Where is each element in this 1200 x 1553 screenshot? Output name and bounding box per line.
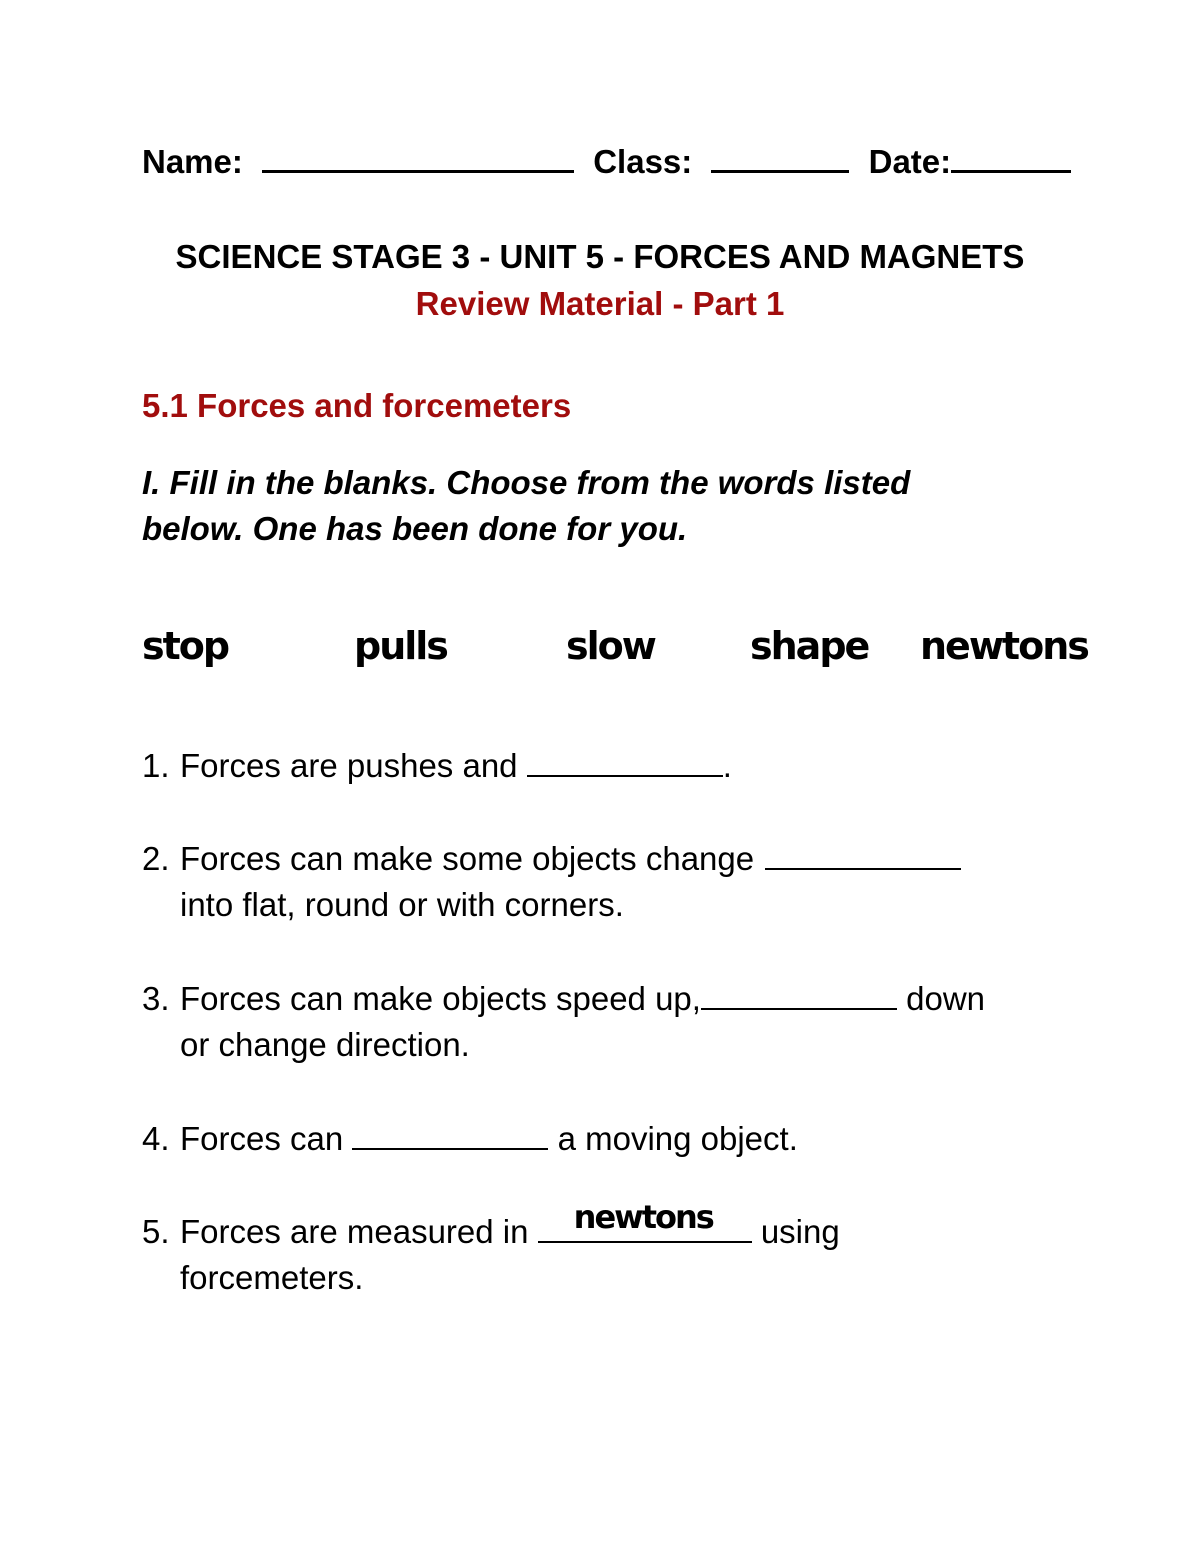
question-text: Forces are measured in	[180, 1213, 529, 1250]
class-blank	[711, 140, 849, 173]
worksheet-subtitle: Review Material - Part 1	[415, 285, 785, 322]
instruction-line-1: I. Fill in the blanks. Choose from the words listed	[142, 464, 911, 501]
example-answer: newtons	[573, 1198, 713, 1236]
answer-blank-filled[interactable]	[538, 1198, 752, 1243]
question-text: Forces can	[180, 1120, 344, 1157]
answer-blank[interactable]	[527, 745, 723, 777]
question-number: 2.	[142, 840, 170, 877]
answer-blank[interactable]	[352, 1118, 548, 1150]
question-text: Forces can make objects speed up,	[180, 980, 701, 1017]
word-bank	[142, 620, 1088, 680]
question-text: Forces can make some objects change	[180, 840, 755, 877]
worksheet-title: SCIENCE STAGE 3 - UNIT 5 - FORCES AND MAGNETS	[175, 238, 1025, 275]
question-2	[142, 836, 1062, 928]
question-text: Forces are pushes and	[180, 747, 518, 784]
student-info-line	[142, 140, 1054, 184]
date-blank	[951, 140, 1071, 173]
question-text: forcemeters.	[180, 1259, 364, 1296]
name-label: Name:	[142, 143, 243, 180]
question-text: or change direction.	[180, 1026, 470, 1063]
section-heading: 5.1 Forces and forcemeters	[142, 387, 572, 424]
answer-blank[interactable]	[765, 838, 961, 870]
question-text: down	[906, 980, 986, 1017]
question-number: 3.	[142, 980, 170, 1017]
question-3	[142, 976, 1062, 1068]
answer-blank[interactable]	[701, 978, 897, 1010]
word-bank-item: shape	[750, 624, 869, 668]
instruction-line-2: below. One has been done for you.	[142, 510, 688, 547]
question-5	[142, 1198, 1062, 1301]
word-bank-item: newtons	[920, 624, 1088, 668]
question-4	[142, 1116, 1062, 1162]
date-label: Date:	[868, 143, 952, 180]
question-number: 1.	[142, 747, 170, 784]
word-bank-item: pulls	[354, 624, 447, 668]
question-1	[142, 743, 1062, 789]
name-blank	[262, 140, 574, 173]
question-number: 4.	[142, 1120, 170, 1157]
class-label: Class:	[593, 143, 693, 180]
question-number: 5.	[142, 1213, 170, 1250]
question-text: a moving object.	[557, 1120, 798, 1157]
instruction-text	[142, 460, 1042, 552]
question-text: into flat, round or with corners.	[180, 886, 624, 923]
question-text: using	[760, 1213, 840, 1250]
word-bank-item: slow	[566, 624, 655, 668]
word-bank-item: stop	[142, 624, 229, 668]
question-text: .	[722, 747, 732, 784]
